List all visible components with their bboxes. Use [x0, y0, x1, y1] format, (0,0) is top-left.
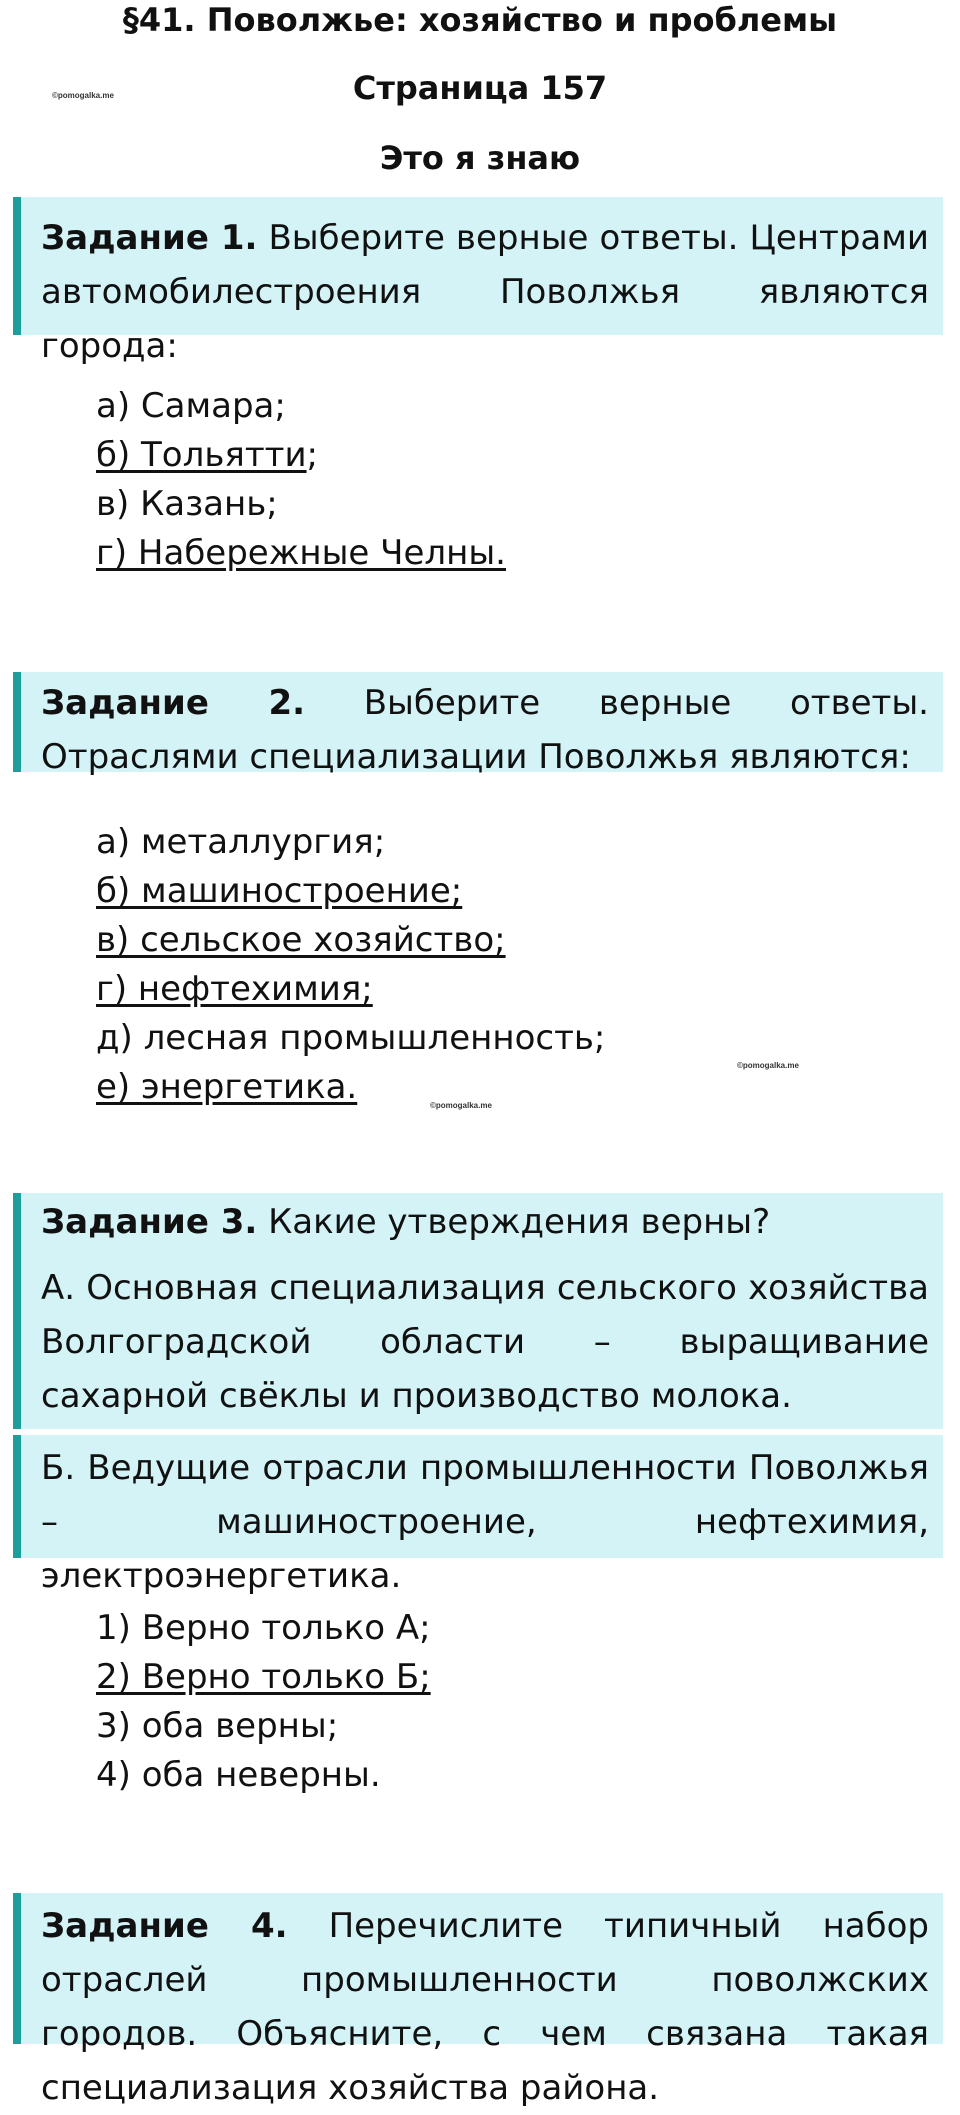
task-2-option-c: в) сельское хозяйство;	[96, 920, 506, 960]
task-2-option-f: е) энергетика.	[96, 1067, 358, 1107]
page-title: §41. Поволжье: хозяйство и проблемы	[122, 1, 838, 39]
task-3-statement-a: А. Основная специализация сельского хозяйства Волгоградской области – выращивание сахарной свёклы и производство молока.	[41, 1268, 929, 1416]
page-number: Страница 157	[352, 69, 608, 107]
task-1-option-d: г) Набережные Челны.	[96, 533, 506, 573]
watermark: ©pomogalka.me	[52, 91, 114, 100]
task-3-question	[41, 1195, 929, 1249]
task-2-option-e: д) лесная промышленность;	[96, 1018, 606, 1058]
task-1-option-c: в) Казань;	[96, 484, 278, 524]
task-3-statement-b: Б. Ведущие отрасли промышленности Поволжья – машиностроение, нефтехимия, электроэнергетика.	[41, 1448, 929, 1596]
task-1-option-a: а) Самара;	[96, 386, 286, 426]
task-2-options	[96, 818, 605, 1112]
task-2-option-d: г) нефтехимия;	[96, 969, 373, 1009]
task-2-text: Выберите верные ответы. Отраслями специализации Поволжья являются:	[41, 683, 929, 777]
task-3-option-2: 2) Верно только Б;	[96, 1657, 431, 1697]
task-2-option-b: б) машиностроение;	[96, 871, 463, 911]
task-3-option-3: 3) оба верны;	[96, 1706, 339, 1746]
task-1-text: Выберите верные ответы. Центрами автомобилестроения Поволжья являются города:	[41, 218, 929, 366]
task-1-label: Задание 1.	[41, 218, 258, 258]
task-1-options	[96, 382, 506, 578]
task-4-label: Задание 4.	[41, 1906, 288, 1946]
task-2-option-a: а) металлургия;	[96, 822, 386, 862]
task-3-option-1: 1) Верно только А;	[96, 1608, 431, 1648]
task-3-options	[96, 1604, 431, 1800]
task-3-box-b	[13, 1435, 943, 1596]
task-2-box	[13, 672, 943, 777]
task-3-label: Задание 3.	[41, 1202, 258, 1242]
watermark-3: ©pomogalka.me	[430, 1101, 492, 1110]
task-1-box	[13, 197, 943, 366]
task-3-box	[13, 1193, 943, 1429]
task-4-box	[13, 1893, 943, 2108]
task-1-option-b-answer: б) Тольятти	[96, 435, 307, 475]
section-title: Это я знаю	[379, 139, 581, 177]
task-1-option-b	[96, 431, 506, 480]
task-4-text: Перечислите типичный набор отраслей промышленности поволжских городов. Объясните, с чем связана такая специализация хозяйства района.	[41, 1906, 929, 2108]
task-1-option-b-punct: ;	[306, 435, 319, 475]
task-2-label: Задание 2.	[41, 683, 306, 723]
task-3-text: Какие утверждения верны?	[257, 1202, 771, 1242]
task-3-option-4: 4) оба неверны.	[96, 1755, 381, 1795]
watermark-2: ©pomogalka.me	[737, 1061, 799, 1070]
